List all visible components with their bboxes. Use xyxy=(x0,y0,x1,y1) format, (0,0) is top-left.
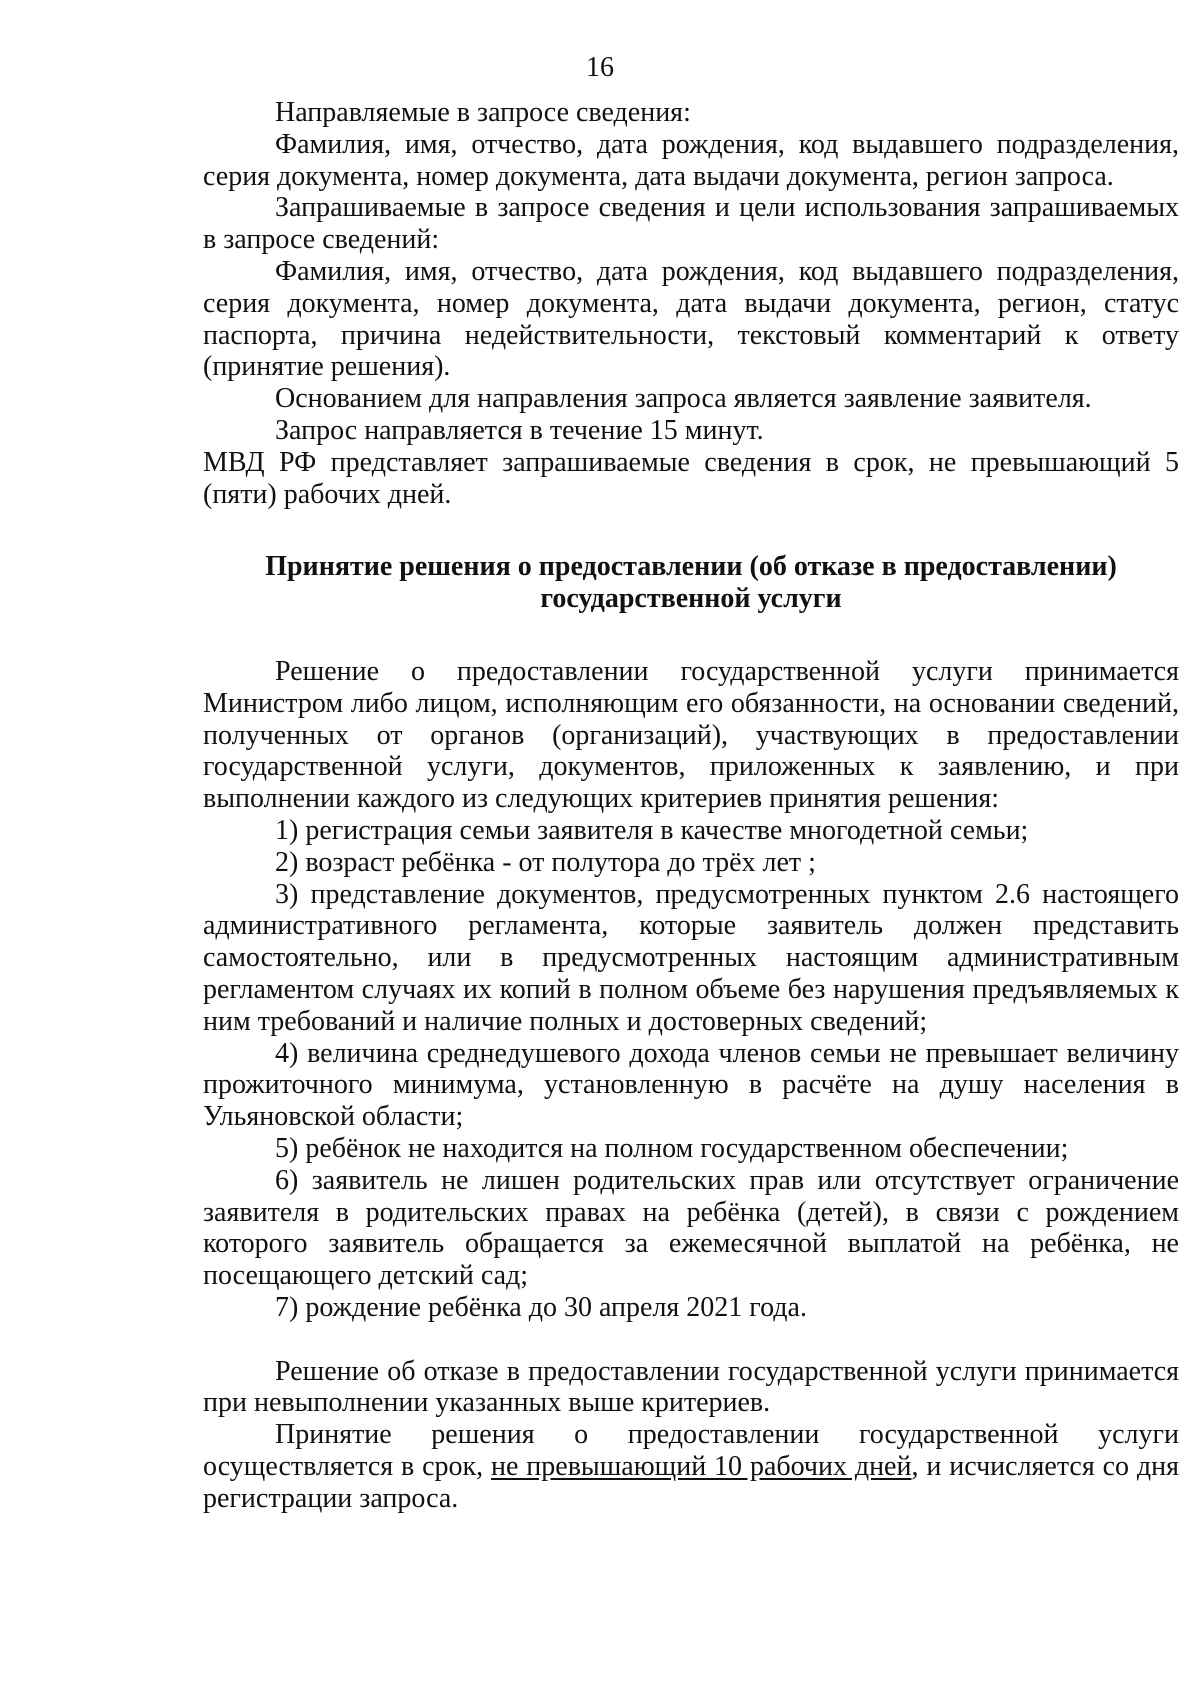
spacer xyxy=(203,510,1179,551)
paragraph-requested-data-label: Запрашиваемые в запросе сведения и цели использования запрашиваемых в запросе сведений: xyxy=(203,192,1179,256)
decision-term-underlined: не превышающий 10 рабочих дней xyxy=(491,1451,912,1483)
spacer xyxy=(203,615,1179,656)
paragraph-request-data-fields: Фамилия, имя, отчество, дата рождения, код выдавшего подразделения, серия документа, номер документа, дата выдачи документа, регион запроса. xyxy=(203,128,1179,192)
paragraph-request-basis: Основанием для направления запроса является заявление заявителя. xyxy=(275,383,1092,415)
section-heading-line-2: государственной услуги xyxy=(540,583,842,615)
decision-term-after: , и исчисляется со дня регистрации запроса. xyxy=(203,1451,1180,1514)
criterion-item: 7) рождение ребёнка до 30 апреля 2021 года. xyxy=(275,1291,807,1323)
criterion-item: 6) заявитель не лишен родительских прав или отсутствует ограничение заявителя в родительских правах на ребёнка (детей), в связи с рождением которого заявитель обращается за ежемесячной выплатой на ребёнка, не посещающего детский сад; xyxy=(203,1164,1179,1292)
paragraph-refusal: Решение об отказе в предоставлении государственной услуги принимается при невыполнении указанных выше критериев. xyxy=(203,1355,1179,1419)
paragraph-request-time: Запрос направляется в течение 15 минут. xyxy=(275,414,764,446)
criterion-item: 4) величина среднедушевого дохода членов семьи не превышает величину прожиточного минимума, установленную в расчёте на душу населения в Ульяновской области; xyxy=(203,1037,1179,1133)
paragraph-decision-term xyxy=(203,1419,1179,1514)
criterion-item: 5) ребёнок не находится на полном государственном обеспечении; xyxy=(275,1132,1069,1164)
paragraph-request-data-label: Направляемые в запросе сведения: xyxy=(275,97,691,128)
decision-term-before: Принятие решения о предоставлении государственной услуги осуществляется в срок, xyxy=(203,1419,1179,1483)
document-body xyxy=(203,97,1179,1515)
criterion-item: 1) регистрация семьи заявителя в качестве многодетной семьи; xyxy=(275,814,1029,846)
criterion-item: 2) возраст ребёнка - от полутора до трёх лет ; xyxy=(275,846,816,878)
spacer xyxy=(203,1324,1179,1356)
page-number: 16 xyxy=(586,52,614,83)
paragraph-decision-intro: Решение о предоставлении государственной услуги принимается Министром либо лицом, исполняющим его обязанности, на основании сведений, полученных от органов (организаций), участвующих в предоставлении государственной услуги, документов, приложенных к заявлению, и при выполнении каждого из следующих критериев принятия решения: xyxy=(203,655,1179,815)
criterion-item: 3) представление документов, предусмотренных пунктом 2.6 настоящего административного регламента, которые заявитель должен представить самостоятельно, или в предусмотренных настоящим административным регламентом случаях их копий в полном объеме без нарушения предъявляемых к ним требований и наличие полных и достоверных сведений; xyxy=(203,878,1179,1037)
paragraph-mvd-term: МВД РФ представляет запрашиваемые сведения в срок, не превышающий 5 (пяти) рабочих дней. xyxy=(203,446,1179,510)
section-heading-line-1: Принятие решения о предоставлении (об отказе в предоставлении) xyxy=(265,551,1117,583)
paragraph-requested-data-fields: Фамилия, имя, отчество, дата рождения, код выдавшего подразделения, серия документа, номер документа, дата выдачи документа, регион, статус паспорта, причина недействительности, текстовый комментарий к ответу (принятие решения). xyxy=(203,255,1179,383)
